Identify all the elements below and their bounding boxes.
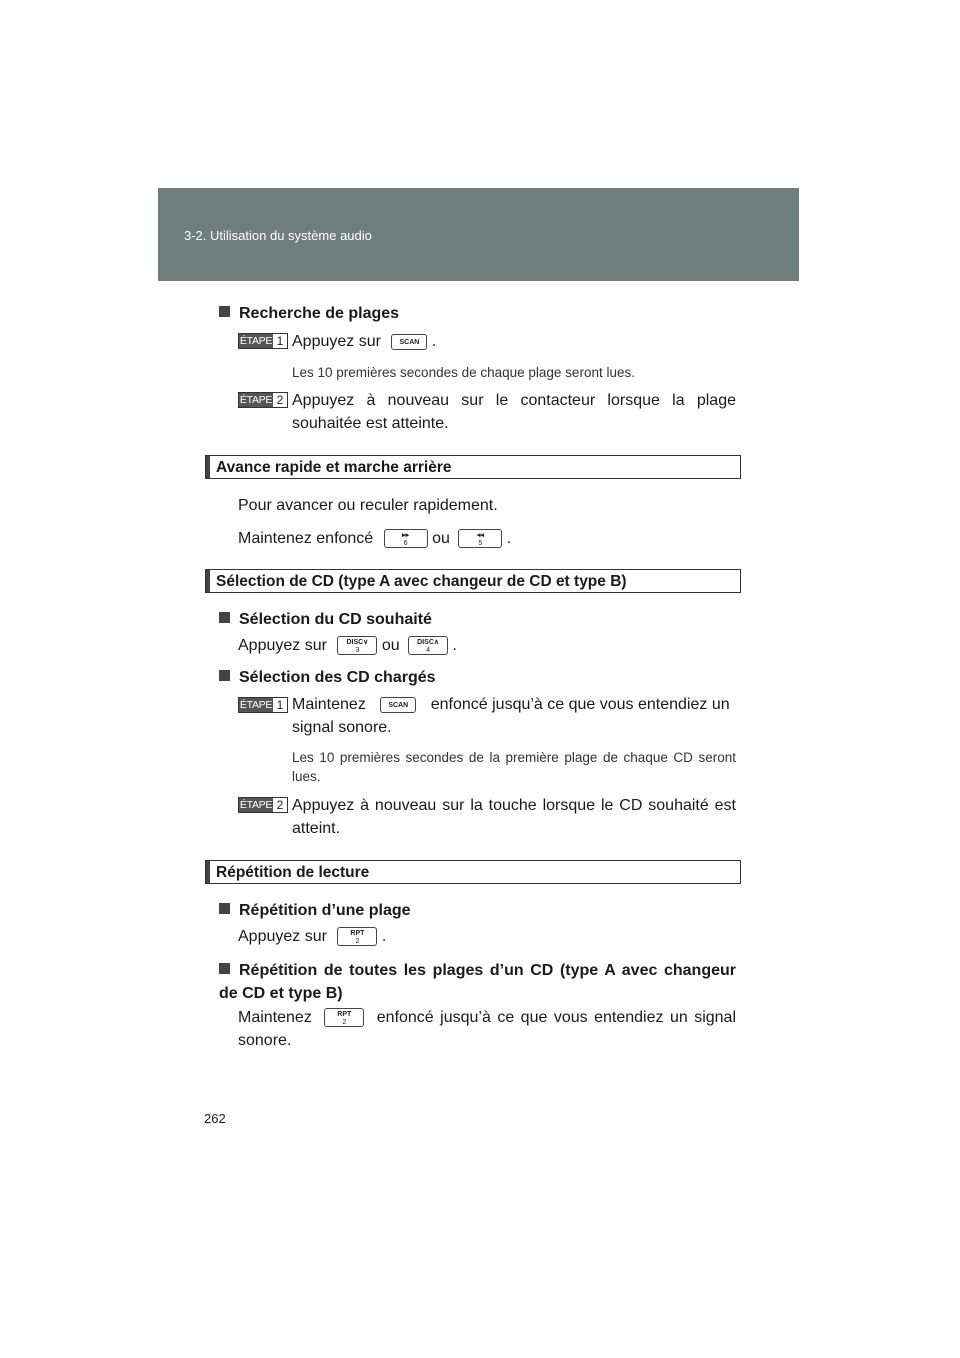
subheading-repeat-all: Répétition de toutes les plages d’un CD (type A avec changeur de CD et type B) — [219, 962, 736, 1002]
subheading-repeat-track: Répétition d’une plage — [219, 902, 411, 920]
chapter-header-band — [158, 188, 799, 281]
step1-instruction: Appuyez sur SCAN . — [292, 333, 437, 350]
step-badge-2: ÉTAPE 2 — [238, 392, 288, 408]
loaded-cds-step1-note: Les 10 premières secondes de la première plage de chaque CD seront lues. — [292, 750, 736, 784]
step-badge-1: ÉTAPE 1 — [238, 697, 288, 713]
subheading-desired-cd: Sélection du CD souhaité — [219, 611, 432, 629]
rewind-button-icon: ◂◂ 5 — [458, 529, 502, 548]
step2-instruction: Appuyez à nouveau sur le contacteur lorsque la plage souhaitée est atteinte. — [292, 392, 736, 432]
loaded-cds-step1: Maintenez SCAN enfoncé jusqu’à ce que vous entendiez un signal sonore. — [292, 696, 730, 736]
square-bullet-icon — [219, 612, 230, 623]
repeat-all-instruction: Maintenez RPT 2 enfoncé jusqu’à ce que vous entendiez un signal sonore. — [238, 1009, 737, 1049]
subheading-loaded-cds: Sélection des CD chargés — [219, 669, 436, 687]
disc-up-button-icon: DISC∧ 4 — [408, 636, 448, 655]
section-header-cd-selection: Sélection de CD (type A avec changeur de CD et type B) — [205, 569, 741, 593]
step1-note: Les 10 premières secondes de chaque plage seront lues. — [292, 365, 635, 380]
square-bullet-icon — [219, 670, 230, 681]
fast-forward-button-icon: ▸▸ 6 — [384, 529, 428, 548]
disc-select-instruction: Appuyez sur DISC∨ 3 ou DISC∧ 4 . — [238, 637, 457, 655]
square-bullet-icon — [219, 306, 230, 317]
chapter-section-title: 3-2. Utilisation du système audio — [184, 228, 372, 243]
section-header-fast-forward: Avance rapide et marche arrière — [205, 455, 741, 479]
repeat-button-icon: RPT 2 — [337, 927, 377, 946]
scan-button-icon: SCAN — [391, 334, 427, 350]
scan-button-icon: SCAN — [380, 697, 416, 713]
step-badge-1: ÉTAPE 1 — [238, 333, 288, 349]
square-bullet-icon — [219, 963, 230, 974]
fast-forward-instruction: Maintenez enfoncé ▸▸ 6 ou ◂◂ 5 . — [238, 530, 512, 548]
loaded-cds-step2: Appuyez à nouveau sur la touche lorsque le CD souhaité est atteint. — [292, 797, 736, 837]
fast-forward-intro: Pour avancer ou reculer rapidement. — [238, 497, 498, 514]
repeat-button-icon: RPT 2 — [324, 1008, 364, 1027]
repeat-track-instruction: Appuyez sur RPT 2 . — [238, 928, 387, 946]
disc-down-button-icon: DISC∨ 3 — [337, 636, 377, 655]
step-badge-2: ÉTAPE 2 — [238, 797, 288, 813]
page-number: 262 — [204, 1111, 226, 1126]
square-bullet-icon — [219, 903, 230, 914]
subheading-track-search: Recherche de plages — [219, 305, 399, 323]
section-header-repeat: Répétition de lecture — [205, 860, 741, 884]
